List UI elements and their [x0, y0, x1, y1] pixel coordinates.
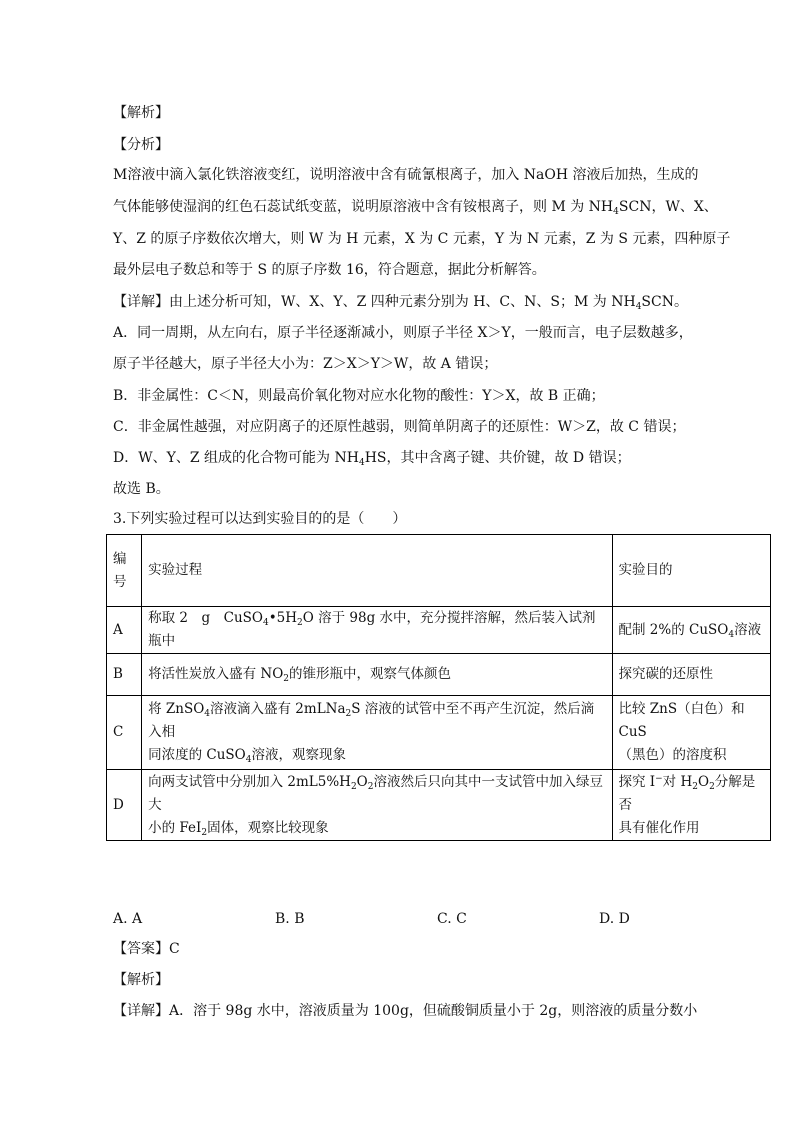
table-row-b — [107, 654, 771, 696]
header-goal: 实验目的 — [612, 535, 771, 607]
experiment-table — [106, 534, 771, 841]
analysis-line-1: M溶液中滴入氯化铁溶液变红，说明溶液中含有硫氰根离子，加入 NaOH 溶液后加热，生成的 — [113, 167, 699, 183]
table-header-row — [107, 535, 771, 607]
row-a-goal: 配制 2%的 CuSO$_4$溶液 — [612, 607, 771, 654]
row-b-no: B — [107, 654, 142, 696]
row-d-goal: 探究 I−对 $H_2O_2$分解是否 具有催化作用 — [612, 770, 771, 841]
answer-line: 【答案】C — [113, 941, 180, 957]
analysis-line-2: 气体能够使湿润的红色石蕊试纸变蓝，说明原溶液中含有铵根离子，则 M 为 $NH_4SCN$，W、X、 — [113, 199, 718, 217]
option-b: B. B — [275, 911, 305, 927]
row-a-process: 称取 2 g $CuSO_4•5H_2O$ 溶于 98g 水中，充分搅拌溶解，然后装入试剂瓶中 — [142, 607, 612, 654]
row-c-goal: 比较 ZnS（白色）和 CuS （黑色）的溶度积 — [612, 696, 771, 770]
detail-line-c: C．非金属性越强，对应阴离子的还原性越弱，则简单阴离子的还原性：W＞Z，故 C 错误； — [113, 419, 686, 435]
row-d-no: D — [107, 770, 142, 841]
section-heading-fenxi: 【分析】 — [113, 137, 169, 153]
detail-line-d: D．W、Y、Z 组成的化合物可能为 $NH_4HS$，其中含离子键、共价键，故 D 错误； — [113, 450, 631, 468]
row-c-process: 将 ZnSO$_4$溶液滴入盛有 2mLNa$_2$S 溶液的试管中至不再产生沉淀，然后滴入相 同浓度的 CuSO$_4$溶液，观察现象 — [142, 696, 612, 770]
detail-line-a2: 原子半径越大，原子半径大小为：Z＞X＞Y＞W，故 A 错误； — [113, 356, 498, 372]
option-d: D. D — [599, 911, 630, 927]
analysis-line-4: 最外层电子数总和等于 S 的原子序数 16，符合题意，据此分析解答。 — [113, 262, 546, 278]
header-process: 实验过程 — [142, 535, 612, 607]
row-d-process: 向两支试管中分别加入 $2mL5\%H_2O_2$溶液然后只向其中一支试管中加入绿豆大 小的 FeI$_2$固体，观察比较现象 — [142, 770, 612, 841]
conclusion-line: 故选 B。 — [113, 481, 170, 497]
row-c-no: C — [107, 696, 142, 770]
row-b-goal: 探究碳的还原性 — [612, 654, 771, 696]
section-heading-jiexi-2: 【解析】 — [113, 972, 169, 988]
detail-line-final: 【详解】A．溶于 98g 水中，溶液质量为 100g，但硫酸铜质量小于 2g，则溶液的质量分数小 — [113, 1003, 698, 1019]
table-row-c — [107, 696, 771, 770]
section-heading-jiexi: 【解析】 — [113, 105, 169, 121]
table-row-a — [107, 607, 771, 654]
option-a: A. A — [113, 911, 143, 927]
question-3: 3.下列实验过程可以达到实验目的的是（ ） — [113, 511, 407, 527]
table-row-d — [107, 770, 771, 841]
detail-line-a1: A．同一周期，从左向右，原子半径逐渐减小，则原子半径 X＞Y，一般而言，电子层数越多， — [113, 325, 693, 341]
analysis-line-3: Y、Z 的原子序数依次增大，则 W 为 H 元素，X 为 C 元素，Y 为 N 元素，Z 为 S 元素，四种原子 — [113, 231, 731, 247]
detail-line-b: B．非金属性：C＜N，则最高价氧化物对应水化物的酸性：Y＞X，故 B 正确； — [113, 388, 605, 404]
row-b-process: 将活性炭放入盛有 $NO_2$的锥形瓶中，观察气体颜色 — [142, 654, 612, 696]
detail-line-1: 【详解】由上述分析可知，W、X、Y、Z 四种元素分别为 H、C、N、S；M 为 $NH_4SCN$。 — [113, 294, 688, 312]
row-a-no: A — [107, 607, 142, 654]
header-no: 编号 — [107, 535, 142, 607]
option-c: C. C — [437, 911, 467, 927]
